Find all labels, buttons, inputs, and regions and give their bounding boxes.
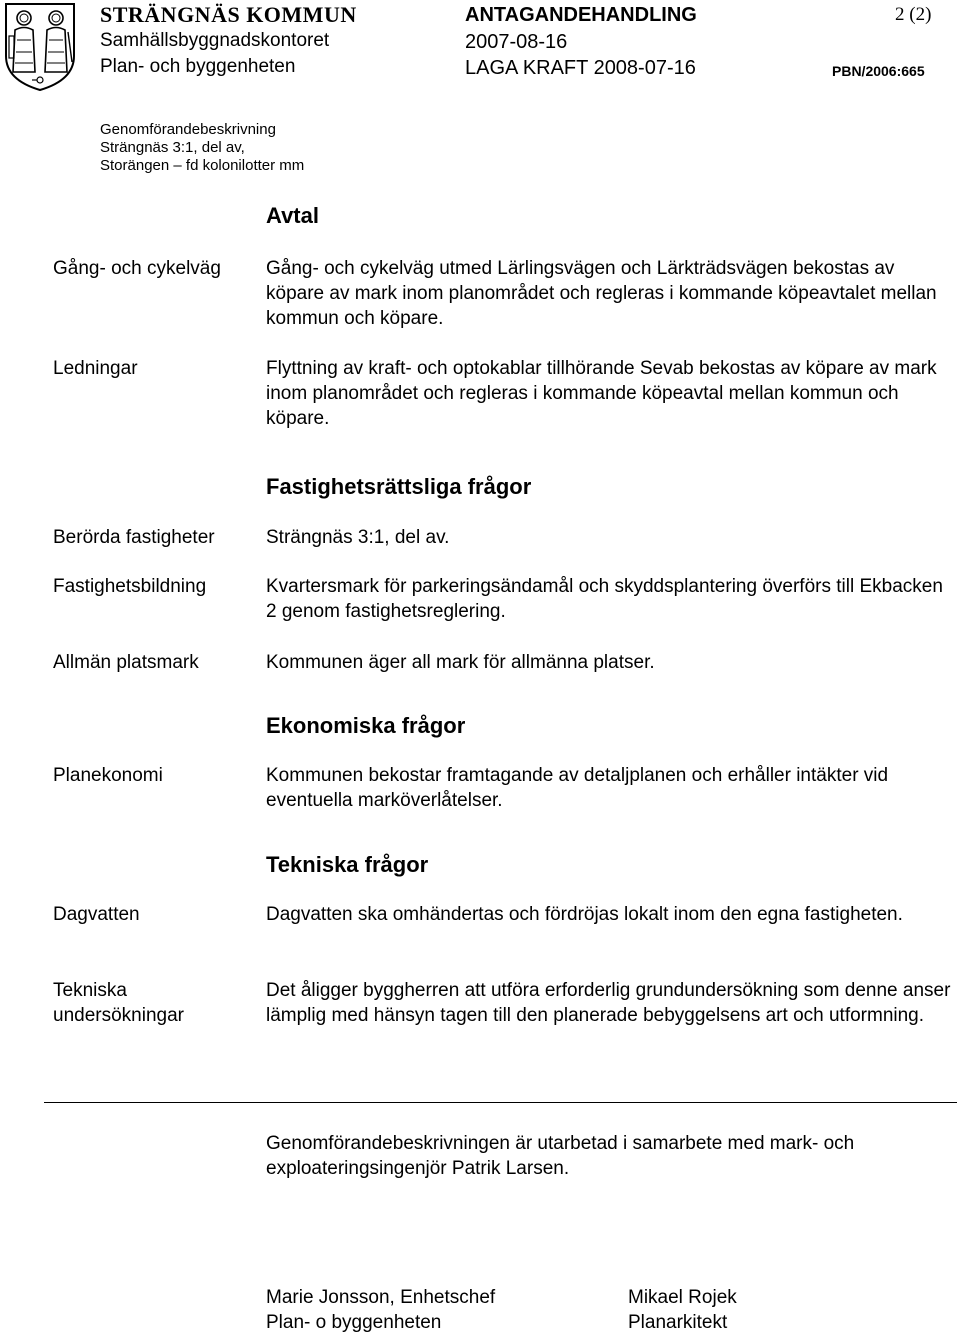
row-text	[266, 525, 956, 550]
row-text	[266, 356, 956, 431]
section-heading-avtal: Avtal	[266, 203, 319, 228]
signature-name: Mikael Rojek	[628, 1287, 737, 1308]
row-label	[53, 978, 184, 1028]
page-number: 2 (2)	[895, 4, 932, 25]
document-status: LAGA KRAFT 2008-07-16	[465, 57, 696, 79]
paragraph: Gång- och cykelväg utmed Lärlingsvägen och Lärkträdsvägen bekostas av köpare av mark inom planområdet och regleras i kommande köpeavtalet mellan kommun och köpare.	[266, 258, 937, 329]
row-text	[266, 650, 956, 675]
row-label-line: undersökningar	[53, 1005, 184, 1026]
row-label-line: Tekniska	[53, 980, 127, 1001]
paragraph: Kommunen äger all mark för allmänna platser.	[266, 652, 655, 673]
paragraph: Dagvatten ska omhändertas och fördröjas lokalt inom den egna fastigheten.	[266, 904, 903, 925]
signature-block	[628, 1285, 737, 1335]
paragraph: Kvartersmark för parkeringsändamål och skyddsplantering överförs till Ekbacken 2 genom fastighetsreglering.	[266, 576, 943, 622]
paragraph: Kommunen bekostar framtagande av detaljplanen och erhåller intäkter vid eventuella marköverlåtelser.	[266, 765, 889, 811]
subheader-line: Genomförandebeskrivning	[100, 121, 276, 138]
footer-note	[266, 1131, 956, 1181]
signature-role: Plan- o byggenheten	[266, 1312, 442, 1333]
paragraph: Det åligger byggherren att utföra erforderlig grundundersökning som denne anser lämplig med hänsyn tagen till den planerade bebyggelsens art och utformning.	[266, 980, 951, 1026]
subheader-line: Storängen – fd kolonilotter mm	[100, 157, 305, 174]
document-date: 2007-08-16	[465, 31, 568, 53]
row-text	[266, 978, 956, 1028]
municipal-coat-of-arms-icon	[2, 0, 78, 92]
signature-role: Planarkitekt	[628, 1312, 728, 1333]
divider	[44, 1102, 957, 1103]
subheader-line: Strängnäs 3:1, del av,	[100, 139, 245, 156]
section-heading-teknik: Tekniska frågor	[266, 852, 429, 877]
organization-name: STRÄNGNÄS KOMMUN	[100, 2, 357, 27]
row-text	[266, 902, 956, 927]
unit-name: Plan- och byggenheten	[100, 56, 296, 77]
paragraph: Flyttning av kraft- och optokablar tillhörande Sevab bekostas av köpare av mark inom planområdet och regleras i kommande köpeavtal mellan kommun och köpare.	[266, 358, 937, 429]
signature-name: Marie Jonsson, Enhetschef	[266, 1287, 496, 1308]
reference-number: PBN/2006:665	[832, 63, 925, 79]
row-label: Planekonomi	[53, 765, 163, 786]
row-text	[266, 763, 956, 813]
row-label: Allmän platsmark	[53, 652, 199, 673]
paragraph: Strängnäs 3:1, del av.	[266, 527, 450, 548]
section-heading-ekonomi: Ekonomiska frågor	[266, 713, 466, 738]
section-heading-fastighet: Fastighetsrättsliga frågor	[266, 474, 532, 499]
document-type: ANTAGANDEHANDLING	[465, 4, 697, 26]
row-text	[266, 574, 956, 624]
row-text	[266, 256, 956, 331]
signature-block	[266, 1285, 495, 1335]
paragraph: Genomförandebeskrivningen är utarbetad i samarbete med mark- och exploateringsingenjör Patrik Larsen.	[266, 1133, 855, 1179]
row-label: Dagvatten	[53, 904, 140, 925]
row-label: Fastighetsbildning	[53, 576, 207, 597]
department-name: Samhällsbyggnadskontoret	[100, 30, 330, 51]
row-label: Ledningar	[53, 358, 138, 379]
row-label: Berörda fastigheter	[53, 527, 215, 548]
row-label: Gång- och cykelväg	[53, 258, 221, 279]
